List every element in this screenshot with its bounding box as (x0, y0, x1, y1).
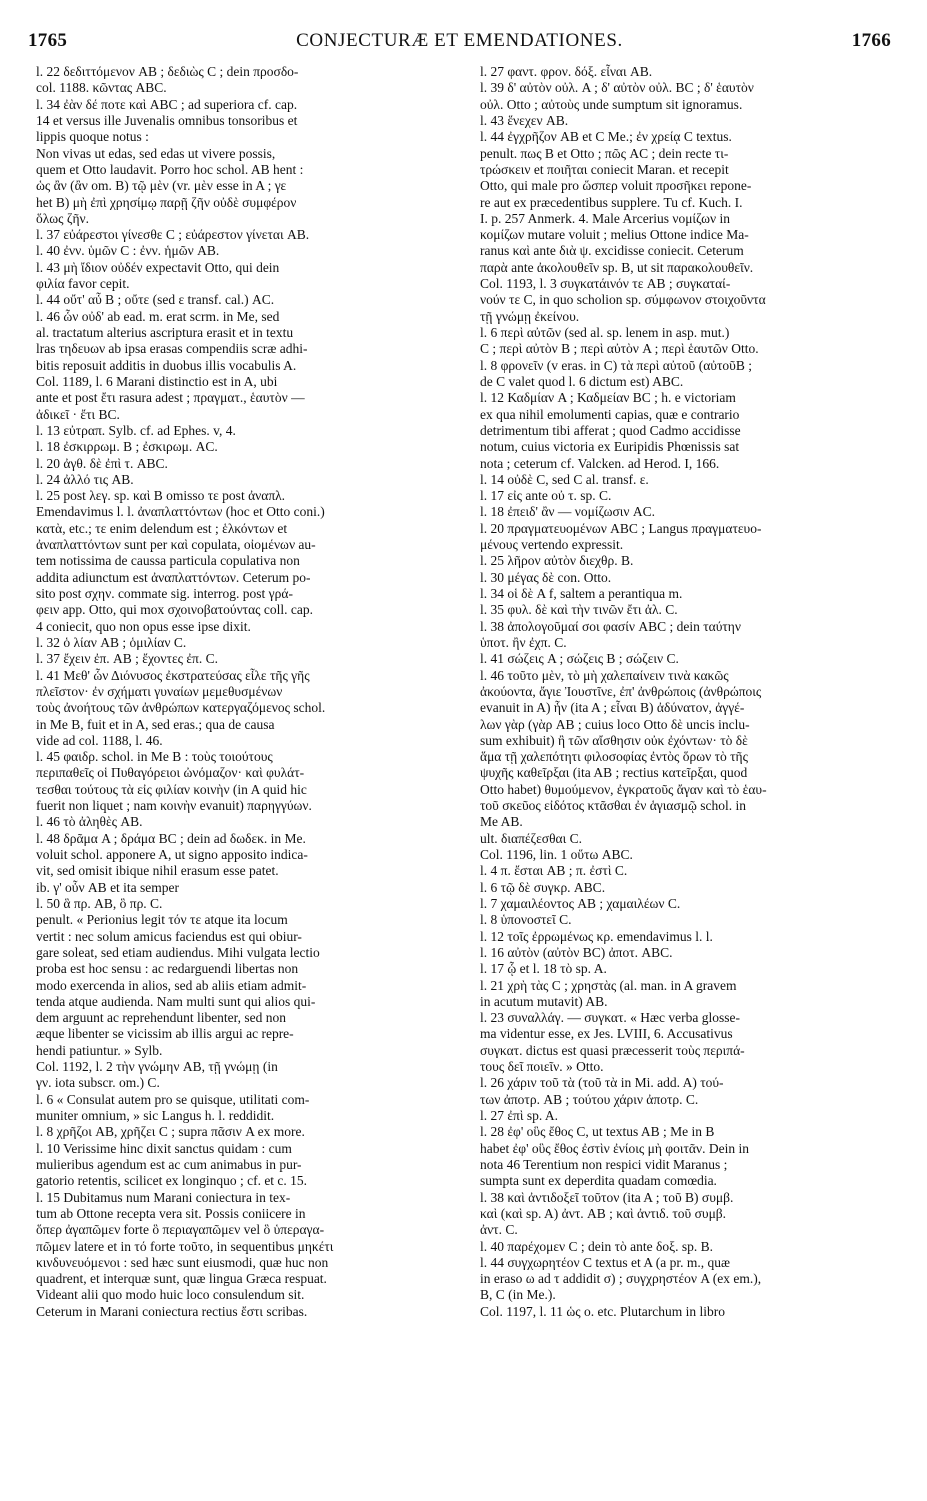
text-line: ἅμα τῇ χαλεπότητι φιλοσοφίας ἐντὸς ὅρων τὸ τῆς (480, 749, 748, 765)
page-header (28, 30, 891, 56)
text-line: ranus καὶ ante διὰ ψ. excidisse coniecit. Ceterum (480, 243, 744, 259)
right-column (480, 64, 900, 1320)
text-line: Me AB. (480, 814, 523, 830)
text-line: penult. « Perionius legit τόν τε atque ita locum (36, 912, 288, 928)
text-line: l. 25 λῆρον αὐτὸν διεχθρ. B. (480, 553, 634, 569)
text-line: detrimentum tibi afferat ; quod Cadmo accidisse (480, 422, 741, 438)
text-line: l. 18 ἐσκιρρωμ. B ; ἐσκιρωμ. AC. (36, 439, 218, 455)
text-line: tum ab Ottone recepta vera sit. Possis coniicere in (36, 1205, 306, 1221)
text-line: Col. 1189, l. 6 Marani distinctio est in A, ubi (36, 373, 278, 389)
text-line: l. 41 Μεθ' ὧν Διόνυσος ἐκστρατεύσας εἷλε τῆς γῆς (36, 667, 310, 683)
text-line: μένους vertendo expressit. (480, 537, 624, 553)
text-line: quadrent, et interquæ sunt, quæ lingua Græca respuat. (36, 1271, 327, 1287)
text-line: l. 20 ἀγθ. δὲ ἐπὶ τ. ABC. (36, 455, 168, 471)
text-line: hendi patiuntur. » Sylb. (36, 1042, 163, 1058)
text-line: l. 4 π. ἔσται AB ; π. ἐστὶ C. (480, 863, 628, 879)
text-line: l. 35 φυλ. δὲ καὶ τὴν τινῶν ἔτι ἀλ. C. (480, 602, 678, 618)
text-line: l. 25 post λεγ. sp. καὶ B omisso τε post ἀναπλ. (36, 488, 286, 504)
text-line: l. 12 τοῖς ἐρρωμένως κρ. emendavimus l. l. (480, 928, 713, 944)
text-line: Otto, qui male pro ὥσπερ voluit προσῆκει repone- (480, 178, 752, 194)
right-page-number: 1766 (851, 30, 891, 51)
text-line: ἀντ. C. (480, 1222, 518, 1238)
text-line: de C valet quod l. 6 dictum est) ABC. (480, 373, 684, 389)
text-line: Col. 1192, l. 2 τὴν γνώμην AB, τῇ γνώμῃ (in (36, 1059, 278, 1075)
text-line: πλεῖστον· ἐν σχήματι γυναίων μεμεθυσμένων (36, 683, 283, 699)
text-line: habet ἐφ' οὓς ἔθος ἐστὶν ἐνίοις μὴ φοιτᾶν. Dein in (480, 1140, 749, 1156)
text-line: l. 21 χρὴ τὰς C ; χρηστὰς (al. man. in A gravem (480, 977, 737, 993)
running-title: CONJECTURÆ ET EMENDATIONES. (296, 30, 623, 51)
text-line: l. 14 οὐδὲ C, sed C al. transf. ε. (480, 471, 649, 487)
text-line: τεσθαι τούτους τὰ εἰς φιλίαν κοινὴν (in A quid hic (36, 781, 307, 797)
text-line: l. 30 μέγας δὲ con. Otto. (480, 569, 612, 585)
text-line: nota 46 Terentium non respici vidit Maranus ; (480, 1156, 728, 1172)
text-line: nota ; ceterum cf. Valcken. ad Herod. I, 166. (480, 455, 720, 471)
text-line: λων γὰρ (γὰρ AB ; cuius loco Otto δὲ uncis inclu- (480, 716, 750, 732)
text-line: l. 24 ἀλλό τις AB. (36, 471, 134, 487)
text-line: tenda atque audienda. Nam multi sunt qui alios qui- (36, 993, 316, 1009)
text-line: l. 41 σώζεις A ; σώζεις B ; σώζειν C. (480, 651, 679, 667)
text-line: ma videntur esse, ex Jes. LVIII, 6. Accusativus (480, 1026, 733, 1042)
text-line: Videant alii quo modo huic loco consulendum sit. (36, 1287, 305, 1303)
text-line: re aut ex præcedentibus supplere. Tu cf. Kuch. I. (480, 194, 743, 210)
text-line: tem notissima de caussa particula copulativa non (36, 553, 300, 569)
text-line: l. 15 Dubitamus num Marani coniectura in tex- (36, 1189, 291, 1205)
text-line: in acutum mutavit) AB. (480, 993, 608, 1009)
text-line: l. 44 ἐγχρῆζον AB et C Me.; ἐν χρείᾳ C textus. (480, 129, 732, 145)
text-line: col. 1188. κῶντας ABC. (36, 80, 167, 96)
text-line: l. 8 ὑπονοστεῖ C. (480, 912, 572, 928)
text-line: l. 46 ὧν οὐδ' ab ead. m. erat scrm. in Me, sed (36, 308, 280, 324)
text-line: bitis reposuit additis in duobus illis vocabulis A. (36, 357, 297, 373)
text-line: l. 23 συναλλάγ. — συγκατ. « Hæc verba glosse- (480, 1010, 740, 1026)
text-line: evanuit in A) ἦν (ita A ; εἶναι B) ἀδύνατον, ἀγγέ- (480, 700, 745, 716)
text-line: æque libenter se vicissim ab illis argui ac repre- (36, 1026, 294, 1042)
text-line: κινδυνευόμενοι : sed hæc sunt eiusmodi, quæ huc non (36, 1254, 329, 1270)
text-line: πῶμεν latere et in τό forte τοῦτο, in sequentibus μηκέτι (36, 1238, 334, 1254)
text-line: l. 46 τὸ ἀληθὲς AB. (36, 814, 143, 830)
text-line: Col. 1193, l. 3 συγκατάινόν τε AB ; συγκαταί- (480, 276, 731, 292)
text-line: penult. πως B et Otto ; πῶς AC ; dein recte τι- (480, 145, 729, 161)
text-line: l. 45 φαιδρ. schol. in Me B : τοὺς τοιούτους (36, 749, 273, 765)
text-line: l. 26 χάριν τοῦ τὰ (τοῦ τὰ in Mi. add. A) τού- (480, 1075, 724, 1091)
text-line: lras τηδευων ab ipsa erasas compendiis scræ adhi- (36, 341, 308, 357)
text-line: Emendavimus l. l. ἀναπλαττόντων (hoc et Otto coni.) (36, 504, 325, 520)
text-line: l. 16 αὐτὸν (αὐτὸν BC) ἀποτ. ABC. (480, 944, 673, 960)
text-line: l. 48 δρᾶμα A ; δράμα BC ; dein ad δωδεκ. in Me. (36, 830, 306, 846)
text-line: φειν app. Otto, qui mox σχοινοβατούντας coll. cap. (36, 602, 314, 618)
text-line: modo exercenda in alios, sed ab aliis etiam admit- (36, 977, 307, 993)
text-line: ὅπερ ἀγαπῶμεν forte ὃ περιαγαπῶμεν vel ὃ ὑπεραγα- (36, 1222, 325, 1238)
text-line: τῇ γνώμῃ ἐκείνου. (480, 308, 580, 324)
text-line: l. 8 χρῆζοι AB, χρῆζει C ; supra πᾶσιν A ex more. (36, 1124, 305, 1140)
left-column (36, 64, 456, 1320)
text-line: l. 37 ἔχειν ἐπ. AB ; ἔχοντες ἐπ. C. (36, 651, 218, 667)
text-line: quem et Otto laudavit. Porro hoc schol. AB hent : (36, 161, 304, 177)
text-line: dem arguunt ac reprehendunt libenter, sed non (36, 1010, 287, 1026)
text-line: l. 38 καὶ ἀντιδοξεῖ τοῦτον (ita A ; τοῦ B) συμβ. (480, 1189, 734, 1205)
text-line: mulieribus agendum est ac cum animabus in pur- (36, 1156, 302, 1172)
text-line: l. 12 Καδμίαν A ; Καδμείαν BC ; h. e victoriam (480, 390, 736, 406)
text-line: ἀκούοντα, ἄγιε Ἰουστῖνε, ἐπ' ἀνθρώποις (ἀνθρώποις (480, 683, 762, 699)
text-line: B, C (in Me.). (480, 1287, 556, 1303)
text-line: l. 37 εὐάρεστοι γίνεσθε C ; εὐάρεστον γίνεται AB. (36, 227, 310, 243)
text-line: φιλία favor cepit. (36, 276, 130, 292)
text-line: l. 39 δ' αὐτὸν οὐλ. A ; δ' αὐτὸν οὐλ. BC ; δ' ἑαυτὸν (480, 80, 754, 96)
text-line: l. 34 ἐὰν δέ ποτε καὶ ABC ; ad superiora cf. cap. (36, 96, 298, 112)
text-line: l. 43 ἕνεχεν AB. (480, 112, 569, 128)
text-line: παρὰ ante ἀκολουθεῖν sp. B, ut sit παρακολουθεῖν. (480, 259, 754, 275)
text-line: κατὰ, etc.; τε enim delendum est ; ἑλκόντων et (36, 520, 288, 536)
text-line: 14 et versus ille Juvenalis omnibus tonsoribus et (36, 112, 298, 128)
text-line: ib. γ' οὖν AB et ita semper (36, 879, 180, 895)
text-line: l. 17 ᾧ et l. 18 τὸ sp. A. (480, 961, 607, 977)
text-line: συγκατ. dictus est quasi præcesserit τοὺς περιπά- (480, 1042, 745, 1058)
text-line: het B) μὴ ἐπὶ χρησίμῳ παρῇ ζῆν οὐδὲ συμφέρον (36, 194, 297, 210)
text-line: οὐλ. Otto ; αὐτοὺς unde sumptum sit ignoramus. (480, 96, 743, 112)
text-line: καὶ (καὶ sp. A) ἀντ. AB ; καὶ ἀντιδ. τοῦ συμβ. (480, 1205, 727, 1221)
text-line: 4 coniecit, quo non opus esse ipse dixit. (36, 618, 251, 634)
text-line: l. 10 Verissime hinc dixit sanctus quidam : cum (36, 1140, 292, 1156)
text-line: ult. διαπέζεσθαι C. (480, 830, 583, 846)
text-line: l. 18 ἐπειδ' ἂν — νομίζωσιν AC. (480, 504, 655, 520)
text-line: l. 6 « Consulat autem pro se quisque, utilitati com- (36, 1091, 310, 1107)
text-line: νούν τε C, in quo scholion sp. σύμφωνον στοιχοῦντα (480, 292, 766, 308)
text-line: l. 20 πραγματευομένων ABC ; Langus πραγματευο- (480, 520, 762, 536)
text-line: ἀδικεῖ · ἔτι BC. (36, 406, 120, 422)
text-line: l. 43 μὴ ἴδιον οὐδέν expectavit Otto, qui dein (36, 259, 280, 275)
text-line: vertit : nec solum amicus faciendus est qui obiur- (36, 928, 302, 944)
text-line: Otto habet) θυμούμενον, ἐγκρατοῦς ἄγαν καὶ τὸ ἑαυ- (480, 781, 767, 797)
text-line: l. 28 ἐφ' οὓς ἔθος C, ut textus AB ; Me in B (480, 1124, 715, 1140)
text-line: l. 46 τοῦτο μὲν, τὸ μὴ χαλεπαίνειν τινὰ κακῶς (480, 667, 729, 683)
text-line: in eraso ω ad τ addidit σ) ; συγχρηστέον A (ex em.), (480, 1271, 762, 1287)
text-line: sum exhibuit) ἢ τῶν αἴσθησιν οὐκ ἐχόντων· τὸ δὲ (480, 732, 748, 748)
text-line: τοῦ σκεῦος εἰδότος κτᾶσθαι ἐν ἁγιασμῷ schol. in (480, 798, 746, 814)
left-page-number: 1765 (28, 30, 68, 51)
text-line: I. p. 257 Anmerk. 4. Male Arcerius νομίζων in (480, 210, 731, 226)
text-line: Col. 1197, l. 11 ὡς ο. etc. Plutarchum in libro (480, 1303, 725, 1319)
text-line: l. 13 εὐτραπ. Sylb. cf. ad Ephes. v, 4. (36, 422, 236, 438)
text-line: fuerit non liquet ; nam κοινὴν evanuit) παρηγγύων. (36, 798, 312, 814)
text-line: proba est hoc sensu : ac redarguendi libertas non (36, 961, 299, 977)
text-line: lippis quoque notus : (36, 129, 149, 145)
text-line: l. 40 παρέχομεν C ; dein τὸ ante δοξ. sp. B. (480, 1238, 714, 1254)
text-line: των ἀποτρ. AB ; τούτου χάριν ἀποτρ. C. (480, 1091, 699, 1107)
text-line: l. 38 ἀπολογοῦμαί σοι φασίν ABC ; dein ταύτην (480, 618, 741, 634)
text-line: l. 40 ἐνν. ὑμῶν C : ἐνν. ἡμῶν AB. (36, 243, 220, 259)
text-line: ἀναπλαττόντων sunt per καὶ copulata, οἰομένων au- (36, 537, 316, 553)
text-line: τους δεῖ ποιεῖν. » Otto. (480, 1059, 604, 1075)
text-line: gatorio retentis, scilicet ex longinquo ; cf. et c. 15. (36, 1173, 308, 1189)
text-line: muniter omnium, » sic Langus h. l. reddidit. (36, 1108, 275, 1123)
text-line: l. 6 τῷ δὲ συγκρ. ABC. (480, 879, 606, 895)
text-line: περιπαθεῖς οἱ Πυθαγόρειοι ὠνόμαζον· καὶ φυλάτ- (36, 765, 305, 781)
text-line: ὅλως ζῆν. (36, 210, 90, 226)
text-line: l. 17 εἰς ante οὐ τ. sp. C. (480, 488, 612, 504)
text-line: l. 6 περὶ αὐτῶν (sed al. sp. lenem in asp. mut.) (480, 325, 730, 340)
text-line: in Me B, fuit et in A, sed eras.; qua de causa (36, 716, 275, 732)
text-line: l. 50 ἃ πρ. AB, ὃ πρ. C. (36, 895, 163, 911)
text-line: l. 27 ἐπὶ sp. A. (480, 1108, 559, 1123)
text-line: l. 27 φαντ. φρον. δόξ. εἶναι AB. (480, 64, 653, 79)
text-line: l. 44 οὔτ' αὖ B ; οὔτε (sed ε transf. cal.) AC. (36, 292, 275, 308)
text-line: vit, sed omisit ibique nihil erasum esse patet. (36, 863, 279, 879)
text-line: γν. iota subscr. om.) C. (36, 1075, 160, 1091)
text-line: κομίζων mutare voluit ; melius Ottone indice Ma- (480, 227, 749, 243)
text-line: l. 34 οἱ δὲ A f, saltem a perantiqua m. (480, 586, 683, 601)
text-line: l. 8 φρονεῖν (v eras. in C) τὰ περὶ αὐτοῦ (αὐτοῦB ; (480, 357, 752, 373)
text-line: C ; περὶ αὐτὸν B ; περὶ αὐτὸν A ; περὶ ἑαυτῶν Otto. (480, 341, 759, 357)
text-line: ψυχῆς καθεῖρξαι (ita AB ; rectius κατεῖρξαι, quod (480, 765, 748, 781)
text-line: Ceterum in Marani coniectura rectius ἔστι scribas. (36, 1303, 308, 1319)
text-line: sumpta sunt ex deperdita quadam comœdia. (480, 1173, 717, 1189)
text-line: τρώσκειν et ποιῆται coniecit Maran. et recepit (480, 161, 729, 177)
text-line: l. 22 δεδιττόμενον AB ; δεδιὼς C ; dein προσδο- (36, 64, 299, 79)
text-line: l. 44 συγχωρητέον C textus et A (a pr. m., quæ (480, 1254, 731, 1270)
text-line: ὡς ἂν (ἂν om. B) τῷ μὲν (vr. μὲν esse in A ; γε (36, 178, 287, 194)
text-line: τοὺς ἀνοήτους τῶν ἀνθρώπων κατεργαζόμενος schol. (36, 700, 326, 716)
text-line: Non vivas ut edas, sed edas ut vivere possis, (36, 145, 276, 161)
text-line: addita adiunctum est ἀναπλαττόντων. Ceterum po- (36, 569, 311, 585)
text-line: ante et post ἔτι rasura adest ; πραγματ., ἑαυτὸν — (36, 390, 305, 406)
text-line: voluit schol. apponere A, ut signo apposito indica- (36, 847, 308, 862)
text-line: l. 7 χαμαιλέοντος AB ; χαμαιλέων C. (480, 895, 681, 911)
text-line: l. 32 ὁ λίαν AB ; ὁμιλίαν C. (36, 634, 187, 650)
text-line: vide ad col. 1188, l. 46. (36, 732, 163, 748)
text-line: ex qua nihil emolumenti capias, quæ e contrario (480, 406, 740, 422)
text-line: notum, cuius victoria ex Euripidis Phœnissis sat (480, 439, 740, 455)
text-line: al. tractatum alterius ascriptura erasit et in textu (36, 325, 294, 340)
text-line: Col. 1196, lin. 1 οὕτω ABC. (480, 847, 633, 862)
text-line: sito post σχην. commate sig. interrog. post γρά- (36, 586, 293, 601)
text-line: gare soleat, sed etiam audiendus. Mihi vulgata lectio (36, 944, 320, 960)
text-line: ὑποτ. ἢν ἐχπ. C. (480, 634, 567, 650)
